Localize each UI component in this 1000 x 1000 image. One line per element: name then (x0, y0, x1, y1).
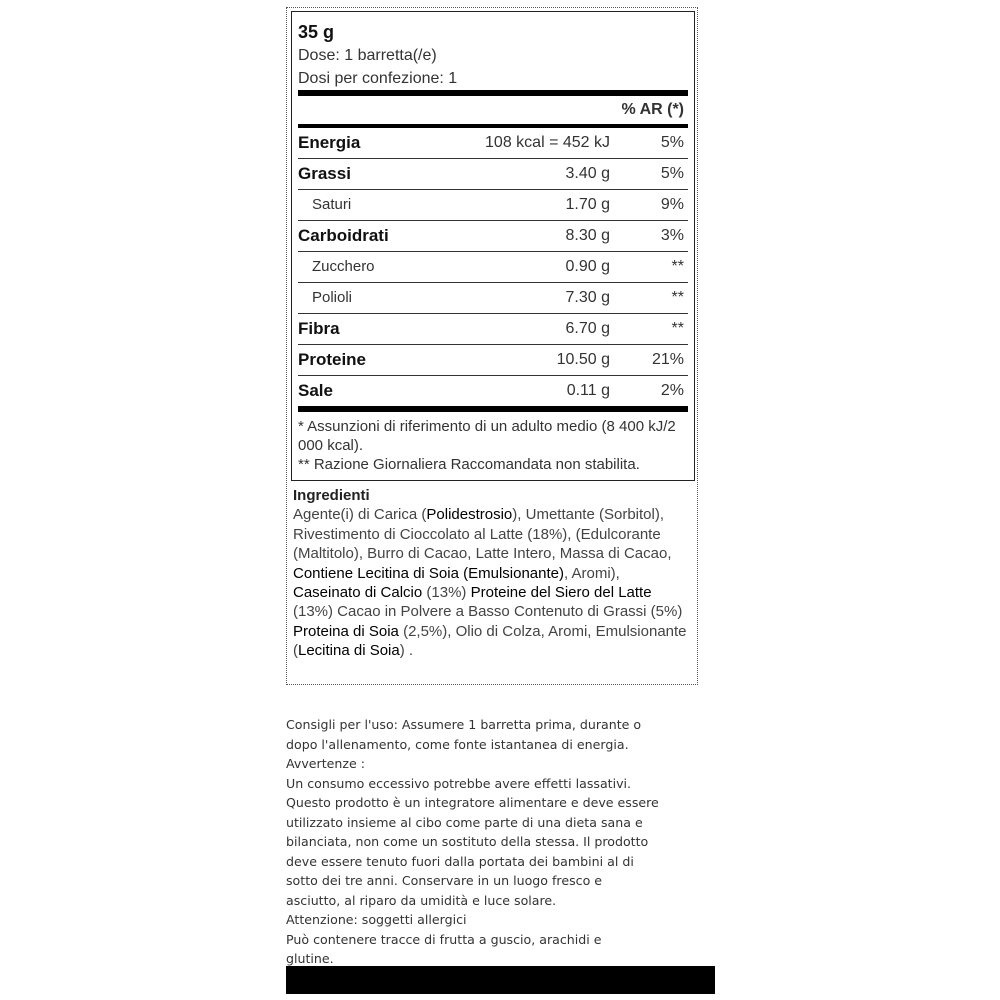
nutrient-row (298, 159, 688, 189)
nutrient-row (298, 314, 688, 344)
notes-line: dopo l'allenamento, come fonte istantanea di energia. (286, 736, 629, 752)
notes-line: deve essere tenuto fuori dalla portata dei bambini al di (286, 853, 634, 869)
nutrient-percent: 2% (660, 382, 684, 399)
doses-per-pack-line: Dosi per confezione: 1 (298, 70, 458, 87)
nutrient-name: Fibra (298, 319, 340, 338)
notes-line: Attenzione: soggetti allergici (286, 912, 467, 927)
nutrient-name: Grassi (298, 164, 351, 183)
nutrient-amount: 3.40 g (565, 165, 610, 182)
ingredient-text: , Aromi), (564, 564, 620, 582)
ingredient-text: (13%) Cacao in Polvere a Basso Contenuto di Grassi (5%) (293, 603, 683, 621)
notes-line: utilizzato insieme al cibo come parte di una dieta sana e (286, 814, 643, 830)
ingredient-text: (13%) (422, 584, 471, 602)
ingredient-text: ) . (399, 642, 414, 660)
nutrient-percent: 5% (660, 134, 684, 151)
ingredient-highlight: Lecitina di Soia (298, 642, 400, 660)
nutrient-name: Sale (298, 381, 333, 400)
nutrient-amount: 108 kcal = 452 kJ (485, 134, 610, 151)
ingredients-section (293, 486, 689, 661)
ingredient-highlight: Proteine del Siero del Latte (470, 584, 652, 602)
nutrient-row (298, 190, 688, 220)
nutrient-name: Carboidrati (298, 226, 389, 245)
ingredient-highlight: Polidestrosio (426, 506, 513, 524)
dose-line: Dose: 1 barretta(/e) (298, 47, 437, 64)
nutrient-percent: ** (671, 320, 684, 337)
notes-line: glutine. (286, 951, 334, 966)
ingredient-text: Agente(i) di Carica ( (293, 506, 427, 524)
serving-size: 35 g (298, 22, 335, 42)
nutrient-rows (298, 128, 688, 406)
nutrient-amount: 8.30 g (565, 227, 610, 244)
nutrient-amount: 6.70 g (565, 320, 610, 337)
nutrition-label (291, 11, 695, 481)
nutrient-row (298, 221, 688, 251)
ingredient-text: (2,5%), Olio di Colza, Aromi, Emulsionante ( (293, 622, 687, 660)
notes-line: Consigli per l'uso: Assumere 1 barretta prima, durante o (286, 717, 642, 732)
nutrient-row (298, 252, 688, 282)
notes-line: sotto dei tre anni. Conservare in un luogo fresco e (286, 873, 603, 888)
usage-notes (286, 715, 706, 969)
nutrient-percent: 9% (660, 196, 684, 213)
nutrient-percent: 5% (660, 165, 684, 182)
nutrient-percent: ** (671, 258, 684, 275)
nutrient-row (298, 376, 688, 406)
ar-header: % AR (*) (621, 101, 684, 118)
nutrient-name: Saturi (312, 196, 352, 213)
product-info-box (286, 7, 698, 685)
nutrient-amount: 0.90 g (565, 258, 610, 275)
nutrient-amount: 1.70 g (565, 196, 610, 213)
nutrient-name: Zucchero (312, 258, 375, 275)
nutrient-row (298, 283, 688, 313)
notes-line: asciutto, al riparo da umidità e luce solare. (286, 892, 557, 908)
nutrient-percent: ** (671, 289, 684, 306)
notes-line: Un consumo eccessivo potrebbe avere effetti lassativi. (286, 775, 632, 791)
nutrient-row (298, 345, 688, 375)
nutrient-amount: 0.11 g (566, 382, 610, 399)
ingredient-highlight: Contiene Lecitina di Soia (Emulsionante) (293, 564, 564, 582)
nutrient-amount: 7.30 g (565, 289, 610, 306)
nutrient-name: Polioli (312, 289, 353, 306)
black-bar (286, 966, 715, 994)
nutrient-name: Energia (298, 133, 361, 152)
nutrient-row (298, 128, 688, 158)
ingredient-text: ), Umettante (Sorbitol), Rivestimento di Cioccolato al Latte (18%), (Edulcorante (Maltitolo), Burro di Cacao, Latte Intero, Massa di Cacao, (293, 506, 672, 563)
ingredients-text (293, 505, 689, 660)
notes-line: Avvertenze : (286, 756, 365, 771)
ingredient-highlight: Caseinato di Calcio (293, 584, 423, 602)
notes-line: Può contenere tracce di frutta a guscio, arachidi e (286, 931, 602, 947)
footnote-reference-intake: * Assunzioni di riferimento di un adulto medio (8 400 kJ/2 000 kcal). (298, 418, 676, 454)
nutrient-percent: 3% (660, 227, 684, 244)
ingredients-title: Ingredienti (293, 487, 370, 504)
nutrient-amount: 10.50 g (556, 351, 610, 368)
nutrient-percent: 21% (651, 351, 684, 368)
footnote-rda: ** Razione Giornaliera Raccomandata non stabilita. (298, 456, 640, 473)
notes-line: Questo prodotto è un integratore alimentare e deve essere (286, 795, 659, 810)
divider-thick-bottom (298, 406, 688, 412)
notes-line: bilanciata, non come un sostituto della stessa. Il prodotto (286, 834, 649, 849)
nutrient-name: Proteine (298, 350, 367, 369)
ingredient-highlight: Proteina di Soia (293, 622, 399, 640)
